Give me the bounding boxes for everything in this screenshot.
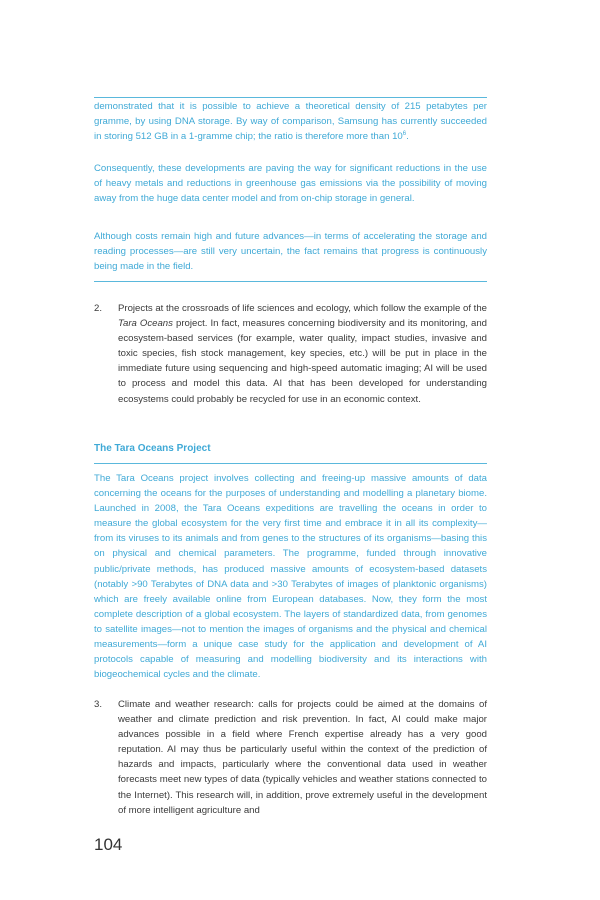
box-bottom-rule <box>94 281 487 282</box>
list-item-life-sciences: Projects at the crossroads of life sciences and ecology, which follow the example of the Tara Oceans project. In fact, measures concerning biodiversity and its monitoring, and ecosystem-based services (for example, water quality, impact studies, invasive and toxic species, fish stock management, key species, etc.) will be put in place in the immediate future using sequencing and high-speed automatic imaging; AI will be used to process and model this data. AI that has been developed for understanding ecosystems could probably be recycled for use in an economic context. <box>118 303 488 405</box>
page-number: 104 <box>94 835 123 854</box>
list-number-2: 2. <box>94 303 103 314</box>
list-item-climate-research: Climate and weather research: calls for projects could be aimed at the domains of weather and climate prediction and risk prevention. In fact, AI could make major advances possible in a field where French expertise already has a very good reputation. AI may thus be particularly useful within the context of the prediction of hazards and impacts, particularly where the conventional data used in weather forecasts meet new types of data (typically vehicles and weather stations connected to the Internet). This research will, in addition, prove extremely useful in the development of more intelligent agriculture and <box>118 699 487 816</box>
list-number-3: 3. <box>94 699 103 710</box>
tara-heading-rule <box>94 463 487 464</box>
box-paragraph-consequences: Consequently, these developments are paving the way for significant reductions in the use of heavy metals and reductions in greenhouse gas emissions via the possibility of moving away from the huge data center model and from on-chip storage in general. <box>94 163 487 205</box>
box-top-rule <box>94 97 487 98</box>
tara-oceans-paragraph: The Tara Oceans project involves collecting and freeing-up massive amounts of data concerning the oceans for the purposes of understanding and modelling a planetary biome. Launched in 2008, the Tara Oceans expeditions are travelling the oceans in order to measure the global ecosystem for the very first time and embrace it in all its complexity—from its viruses to its animals and from genes to the structures of its organisms—basing this on physical and chemical parameters. The programme, funded through innovative public/private methods, has produced massive amounts of ecosystem-based datasets (notably >90 Terabytes of DNA data and >30 Terabytes of images of planktonic organisms) which are freely available online from European databases. Now, they form the most complete description of a global ecosystem. The layers of standardized data, from genomes to satellite images—not to mention the images of organisms and the physical and chemical measurements—form a unique case study for the application and development of AI protocols capable of measuring and modelling biodiversity and its interactions with biogeochemical cycles and the climate. <box>94 473 487 681</box>
box-paragraph-dna-density: demonstrated that it is possible to achieve a theoretical density of 215 petabytes per gramme, by using DNA storage. By way of comparison, Samsung has currently succeeded in storing 512 GB in a 1-gramme chip; the ratio is therefore more than $10^6$. <box>94 101 487 143</box>
section-heading-tara-oceans: The Tara Oceans Project <box>94 443 211 454</box>
box-paragraph-costs: Although costs remain high and future advances—in terms of accelerating the storage and reading processes—are still very uncertain, the fact remains that progress is continuously being made in the field. <box>94 231 487 273</box>
